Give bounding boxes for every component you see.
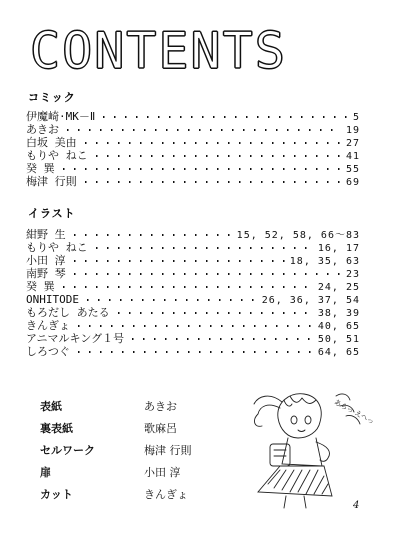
contributor-name: 南野 琴: [26, 267, 66, 280]
contributor-name: しろつぐ: [26, 345, 70, 358]
toc-row: [26, 175, 360, 188]
toc-row: [26, 293, 360, 306]
toc-row: [26, 241, 360, 254]
toc-row: [26, 228, 360, 241]
toc-row: [26, 267, 360, 280]
page-numbers: 40, 65: [317, 321, 360, 332]
contributor-name: 癸 巽: [26, 280, 55, 293]
toc-row: [26, 306, 360, 319]
credit-person: 歌麻呂: [144, 422, 177, 435]
leader-dots: [78, 351, 314, 353]
toc-row: [26, 345, 360, 358]
page-numbers: 16, 17: [317, 243, 360, 254]
toc-row: [26, 280, 360, 293]
page-numbers: 18, 35, 63: [289, 256, 360, 267]
credit-person: 小田 淳: [144, 466, 181, 479]
credit-row: [40, 418, 230, 440]
credit-person: きんぎょ: [144, 488, 188, 501]
credit-row: [40, 396, 230, 418]
page-numbers: 64, 65: [317, 347, 360, 358]
page-numbers: 27: [345, 138, 360, 149]
page-numbers: 19: [345, 125, 360, 136]
leader-dots: [78, 325, 314, 327]
toc-row: [26, 149, 360, 162]
leader-dots: [85, 142, 342, 144]
staff-credits: [40, 396, 230, 506]
credit-role: 扉: [40, 466, 51, 479]
toc-row: [26, 319, 360, 332]
page-numbers: 55: [345, 164, 360, 175]
manga-toc: [26, 110, 360, 188]
section-label-illust: イラスト: [28, 207, 76, 220]
contributor-name: 紺野 生: [26, 228, 66, 241]
girl-sketch-illustration: [228, 380, 378, 510]
credit-role: カット: [40, 488, 73, 501]
page-numbers: 24, 25: [317, 282, 360, 293]
toc-row: [26, 136, 360, 149]
page-numbers: 38, 39: [317, 308, 360, 319]
leader-dots: [132, 338, 314, 340]
credit-row: [40, 484, 230, 506]
leader-dots: [96, 247, 314, 249]
contributor-name: 伊魔崎·MK－Ⅱ: [26, 110, 96, 123]
toc-row: [26, 332, 360, 345]
contributor-name: もりや ねこ: [26, 149, 88, 162]
credit-row: [40, 462, 230, 484]
contributor-name: 梅津 行則: [26, 175, 77, 188]
toc-row: [26, 123, 360, 136]
contributor-name: 癸 巽: [26, 162, 55, 175]
page-numbers: 23: [345, 269, 360, 280]
credit-person: 梅津 行則: [144, 444, 192, 457]
credit-person: あきお: [144, 400, 177, 413]
contributor-name: もりや ねこ: [26, 241, 88, 254]
credit-role: 表紙: [40, 400, 62, 413]
credit-role: 裏表紙: [40, 422, 73, 435]
page-numbers: 69: [345, 177, 360, 188]
page-numbers: 50, 51: [317, 334, 360, 345]
leader-dots: [74, 260, 286, 262]
leader-dots: [118, 312, 314, 314]
leader-dots: [85, 181, 342, 183]
sketch-caption: あらっ えへっ: [332, 398, 376, 426]
credit-row: [40, 440, 230, 462]
leader-dots: [87, 299, 258, 301]
contributor-name: あきお: [26, 123, 59, 136]
page-numbers: 15, 52, 58, 66～83: [236, 230, 360, 241]
leader-dots: [74, 234, 233, 236]
illust-toc: [26, 228, 360, 358]
page-number: 4: [353, 500, 360, 511]
page-numbers: 5: [352, 112, 360, 123]
contributor-name: もろだし あたる: [26, 306, 110, 319]
page-title: CONTENTS: [30, 22, 287, 80]
leader-dots: [103, 116, 349, 118]
credit-role: セルワーク: [40, 444, 95, 457]
contributor-name: アニマルキング１号: [26, 332, 125, 345]
contributor-name: 小田 淳: [26, 254, 66, 267]
leader-dots: [74, 273, 342, 275]
page-numbers: 41: [345, 151, 360, 162]
contributor-name: ONHITODE: [26, 293, 79, 306]
page-numbers: 26, 36, 37, 54: [261, 295, 360, 306]
toc-row: [26, 162, 360, 175]
section-label-manga: コミック: [28, 91, 76, 104]
leader-dots: [67, 129, 342, 131]
leader-dots: [63, 286, 314, 288]
leader-dots: [96, 155, 342, 157]
leader-dots: [63, 168, 342, 170]
toc-row: [26, 110, 360, 123]
contributor-name: 白坂 美由: [26, 136, 77, 149]
toc-row: [26, 254, 360, 267]
contributor-name: きんぎょ: [26, 319, 70, 332]
